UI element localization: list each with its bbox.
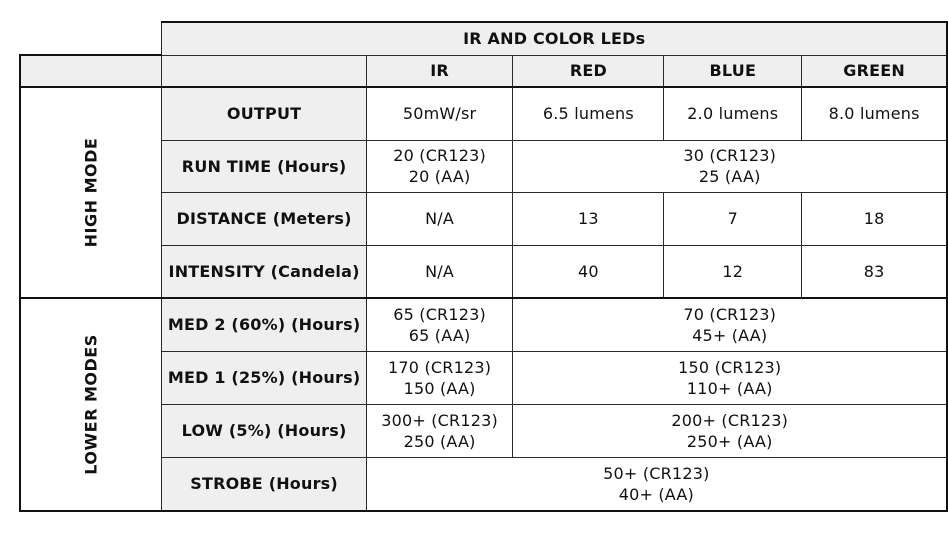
- group-label-high-mode: [20, 87, 162, 298]
- cell-med2-ir-line2: 65 (AA): [408, 325, 471, 345]
- group-label-lower-modes-text: LOWER MODES: [81, 334, 101, 475]
- cell-intensity-green: 83: [802, 245, 947, 298]
- column-header-red: RED: [513, 55, 664, 87]
- row-label-output: OUTPUT: [162, 87, 366, 140]
- table-row-med2: [20, 298, 947, 351]
- cell-med2-color-line1: 70 (CR123): [683, 304, 777, 324]
- table-row-output: [20, 87, 947, 140]
- blank-corner-header: [162, 55, 366, 87]
- blank-corner-left: [20, 55, 162, 87]
- cell-strobe-line2: 40+ (AA): [618, 484, 694, 504]
- cell-med1-color-line1: 150 (CR123): [678, 357, 782, 377]
- cell-distance-red: 13: [513, 192, 664, 245]
- row-label-med2: MED 2 (60%) (Hours): [162, 298, 366, 351]
- cell-med2-ir-line1: 65 (CR123): [393, 304, 486, 324]
- cell-output-green: 8.0 lumens: [802, 87, 947, 140]
- cell-distance-ir: N/A: [366, 192, 513, 245]
- column-header-ir: IR: [366, 55, 513, 87]
- row-label-intensity: INTENSITY (Candela): [162, 245, 366, 298]
- row-label-med1: MED 1 (25%) (Hours): [162, 351, 366, 404]
- cell-run-time-ir-line1: 20 (CR123): [393, 146, 486, 165]
- cell-med2-ir: [366, 298, 513, 351]
- column-header-row: [20, 55, 947, 87]
- blank-corner-top: [20, 22, 162, 55]
- title-row: [20, 22, 947, 55]
- row-label-strobe: STROBE (Hours): [162, 457, 366, 511]
- cell-med1-ir: [366, 351, 513, 404]
- cell-distance-green: 18: [802, 192, 947, 245]
- cell-distance-blue: 7: [664, 192, 802, 245]
- row-label-distance: DISTANCE (Meters): [162, 192, 366, 245]
- cell-output-ir: 50mW/sr: [366, 87, 513, 140]
- cell-low-color-line2: 250+ (AA): [686, 431, 773, 451]
- group-label-high-mode-text: HIGH MODE: [81, 137, 101, 248]
- cell-intensity-blue: 12: [664, 245, 802, 298]
- cell-run-time-color-line1: 30 (CR123): [683, 146, 777, 165]
- cell-output-blue: 2.0 lumens: [664, 87, 802, 140]
- cell-run-time-ir: [366, 140, 513, 192]
- cell-strobe-line1: 50+ (CR123): [603, 463, 710, 483]
- cell-med1-ir-line2: 150 (AA): [403, 378, 476, 398]
- column-header-blue: BLUE: [664, 55, 802, 87]
- cell-output-red: 6.5 lumens: [513, 87, 664, 140]
- cell-med1-color-line2: 110+ (AA): [686, 378, 773, 398]
- cell-med2-color: [513, 298, 947, 351]
- group-label-lower-modes: [20, 298, 162, 511]
- row-label-low: LOW (5%) (Hours): [162, 404, 366, 457]
- cell-med1-color: [513, 351, 947, 404]
- cell-run-time-color: [513, 140, 947, 192]
- cell-run-time-color-line2: 25 (AA): [698, 167, 761, 186]
- cell-intensity-red: 40: [513, 245, 664, 298]
- led-spec-table: [19, 21, 948, 512]
- cell-low-color-line1: 200+ (CR123): [671, 410, 789, 430]
- column-header-green: GREEN: [802, 55, 947, 87]
- row-label-run-time: RUN TIME (Hours): [162, 140, 366, 192]
- cell-low-ir-line1: 300+ (CR123): [381, 410, 498, 430]
- cell-run-time-ir-line2: 20 (AA): [408, 167, 471, 186]
- cell-med2-color-line2: 45+ (AA): [692, 325, 768, 345]
- cell-intensity-ir: N/A: [366, 245, 513, 298]
- table-title: IR AND COLOR LEDs: [162, 22, 947, 55]
- cell-low-color: [513, 404, 947, 457]
- cell-med1-ir-line1: 170 (CR123): [388, 357, 492, 377]
- cell-low-ir: [366, 404, 513, 457]
- cell-strobe-all: [366, 457, 947, 511]
- spec-table-container: [19, 21, 948, 512]
- cell-low-ir-line2: 250 (AA): [403, 431, 476, 451]
